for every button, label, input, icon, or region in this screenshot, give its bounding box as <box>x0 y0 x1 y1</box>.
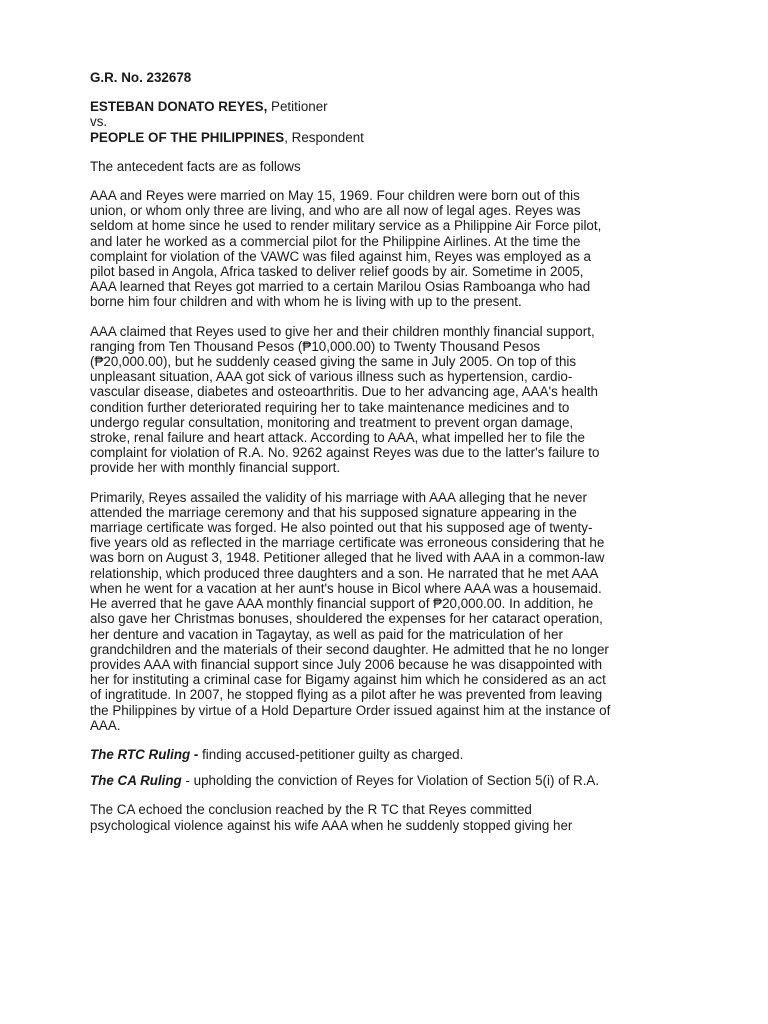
versus-label: vs. <box>90 114 108 130</box>
paragraph-line: AAA learned that Reyes got married to a certain Marilou Osias Ramboanga who had <box>90 279 591 295</box>
paragraph-line: vascular disease, diabetes and osteoarthritis. Due to her advancing age, AAA's health <box>90 384 598 400</box>
paragraph-line: unpleasant situation, AAA got sick of various illness such as hypertension, cardio- <box>90 369 573 385</box>
paragraph-line: provides AAA with financial support since July 2006 because he was disappointed with <box>90 656 603 672</box>
respondent-name: PEOPLE OF THE PHILIPPINES <box>90 129 285 145</box>
paragraph-line: provide her with monthly financial support. <box>90 460 341 476</box>
paragraph-line: of ingratitude. In 2007, he stopped flying as a pilot after he was prevented from leaving <box>90 687 603 703</box>
paragraph-line: The CA echoed the conclusion reached by the R TC that Reyes committed <box>90 802 532 818</box>
paragraph-line: the Philippines by virtue of a Hold Departure Order issued against him at the instance of <box>90 702 611 718</box>
paragraph-line: also gave her Christmas bonuses, shouldered the expenses for her cataract operation, <box>90 611 603 627</box>
petitioner-name: ESTEBAN DONATO REYES, <box>90 99 268 115</box>
paragraph-line: grandchildren and the materials of their second daughter. He admitted that he no longer <box>90 641 609 657</box>
paragraph-line: attended the marriage ceremony and that his supposed signature appearing in the <box>90 504 577 520</box>
ca-ruling-text: - upholding the conviction of Reyes for Violation of Section 5(i) of R.A. <box>181 773 600 789</box>
rtc-ruling-text: finding accused-petitioner guilty as charged. <box>198 746 464 762</box>
document-page <box>90 70 690 833</box>
paragraph-line: complaint for violation of the VAWC was filed against him, Reyes was employed as a <box>90 248 591 264</box>
paragraph-defense <box>90 490 690 733</box>
ca-ruling <box>90 773 690 788</box>
paragraph-line: was born on August 3, 1948. Petitioner alleged that he lived with AAA in a common-law <box>90 550 605 566</box>
rtc-ruling <box>90 747 690 762</box>
paragraph-line: AAA and Reyes were married on May 15, 1969. Four children were born out of this <box>90 188 580 204</box>
paragraph-line: psychological violence against his wife AAA when he suddenly stopped giving her <box>90 817 573 833</box>
paragraph-line: (₱20,000.00), but he suddenly ceased giving the same in July 2005. On top of this <box>90 354 577 370</box>
paragraph-line: undergo regular consultation, monitoring and treatment to prevent organ damage, <box>90 414 574 430</box>
ca-ruling-label: The CA Ruling <box>90 773 182 789</box>
paragraph-facts <box>90 188 690 310</box>
paragraph-line: borne him four children and with whom he is living with up to the present. <box>90 294 522 310</box>
paragraph-line: AAA claimed that Reyes used to give her and their children monthly financial support, <box>90 323 595 339</box>
paragraph-line: when he went for a vacation at her aunt's house in Bicol where AAA was a housemaid. <box>90 580 602 596</box>
paragraph-line: AAA. <box>90 717 121 733</box>
paragraph-line: seldom at home since he used to render military service as a Philippine Air Force pilot, <box>90 218 602 234</box>
petitioner-role: Petitioner <box>267 99 328 115</box>
paragraph-line: He averred that he gave AAA monthly financial support of ₱20,000.00. In addition, he <box>90 596 594 612</box>
paragraph-line: and later he worked as a commercial pilot for the Philippine Airlines. At the time the <box>90 233 581 249</box>
paragraph-line: stroke, renal failure and heart attack. According to AAA, what impelled her to file the <box>90 430 585 446</box>
paragraph-line: marriage certificate was forged. He also pointed out that his supposed age of twenty- <box>90 520 593 536</box>
intro-text: The antecedent facts are as follows <box>90 158 301 174</box>
paragraph-line: five years old as reflected in the marriage certificate was erroneous considering that he <box>90 535 605 551</box>
paragraph-line: pilot based in Angola, Africa tasked to deliver relief goods by air. Sometime in 2005, <box>90 264 584 280</box>
paragraph-line: Primarily, Reyes assailed the validity of his marriage with AAA alleging that he never <box>90 489 587 505</box>
paragraph-line: relationship, which produced three daughters and a son. He narrated that he met AAA <box>90 565 599 581</box>
respondent-role: , Respondent <box>284 129 364 145</box>
case-number: G.R. No. 232678 <box>90 70 192 85</box>
petitioner-line <box>90 99 690 114</box>
paragraph-line: union, or whom only three are living, and who are all now of legal ages. Reyes was <box>90 203 581 219</box>
paragraph-line: ranging from Ten Thousand Pesos (₱10,000.00) to Twenty Thousand Pesos <box>90 338 541 354</box>
paragraph-line: condition further deteriorated requiring her to take maintenance medicines and to <box>90 399 570 415</box>
respondent-line <box>90 130 690 145</box>
paragraph-line: complaint for violation of R.A. No. 9262 against Reyes was due to the latter's failure to <box>90 445 600 461</box>
paragraph-line: her for instituting a criminal case for Bigamy against him which he considered as an act <box>90 672 606 688</box>
paragraph-ca-conclusion <box>90 802 690 832</box>
paragraph-line: her denture and vacation in Tagaytay, as well as paid for the matriculation of her <box>90 626 563 642</box>
paragraph-claims <box>90 324 690 476</box>
rtc-ruling-label: The RTC Ruling - <box>90 746 199 762</box>
